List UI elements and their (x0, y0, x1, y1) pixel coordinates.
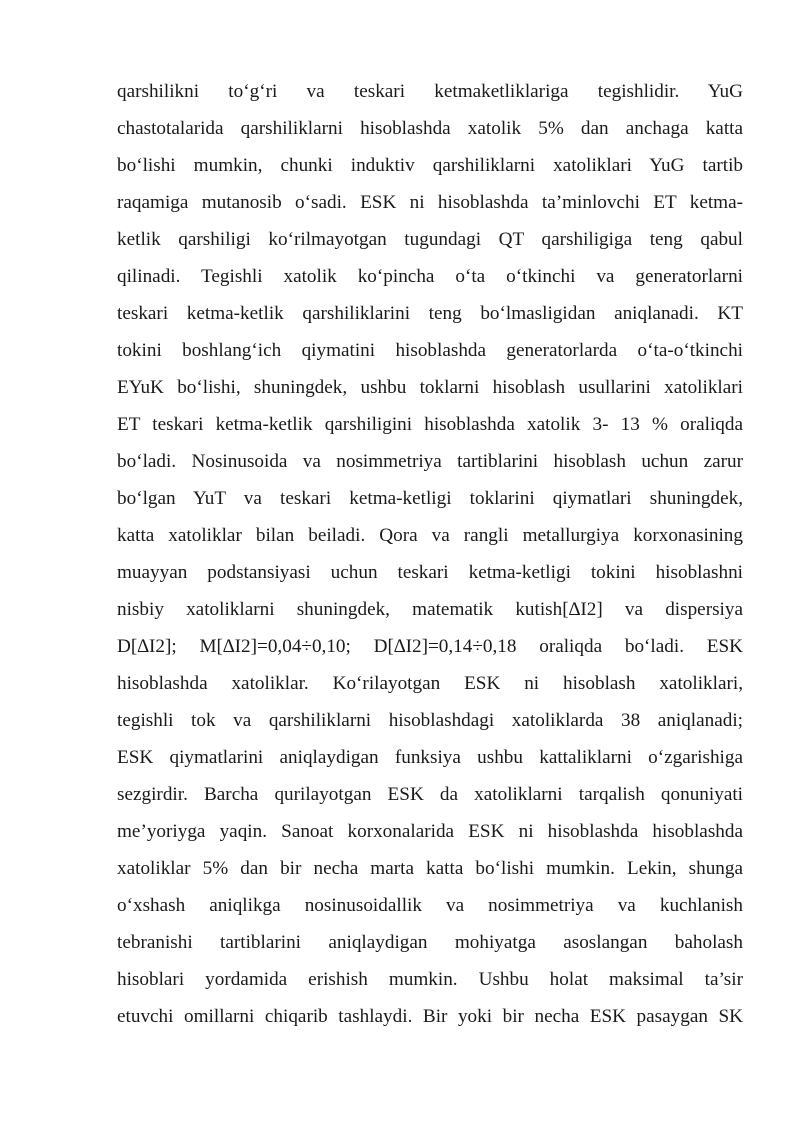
text-line: o‘xshash aniqlikga nosinusoidallik va nosimmetriya va kuchlanish (117, 895, 743, 916)
text-line: me’yoriyga yaqin. Sanoat korxonalarida ESK ni hisoblashda hisoblashda (117, 821, 743, 842)
text-line: ET teskari ketma-ketlik qarshiligini hisoblashda xatolik 3- 13 % oraliqda (117, 414, 743, 435)
text-line: teskari ketma-ketlik qarshiliklarini teng bo‘lmasligidan aniqlanadi. KT (117, 303, 743, 324)
text-line: qarshilikni to‘g‘ri va teskari ketmaketliklariga tegishlidir. YuG (117, 81, 743, 102)
text-line: ESK qiymatlarini aniqlaydigan funksiya ushbu kattaliklarni o‘zgarishiga (117, 747, 743, 768)
text-line: tokini boshlang‘ich qiymatini hisoblashda generatorlarda o‘ta-o‘tkinchi (117, 340, 743, 361)
text-line: chastotalarida qarshiliklarni hisoblashda xatolik 5% dan anchaga katta (117, 118, 743, 139)
body-paragraph (117, 73, 743, 1035)
text-line: sezgirdir. Barcha qurilayotgan ESK da xatoliklarni tarqalish qonuniyati (117, 784, 743, 805)
text-line: hisoblari yordamida erishish mumkin. Ushbu holat maksimal ta’sir (117, 969, 743, 990)
text-line: etuvchi omillarni chiqarib tashlaydi. Bir yoki bir necha ESK pasaygan SK (117, 1006, 743, 1027)
text-line: xatoliklar 5% dan bir necha marta katta bo‘lishi mumkin. Lekin, shunga (117, 858, 743, 879)
text-line: ketlik qarshiligi ko‘rilmayotgan tugundagi QT qarshiligiga teng qabul (117, 229, 743, 250)
text-line: raqamiga mutanosib o‘sadi. ESK ni hisoblashda ta’minlovchi ET ketma- (117, 192, 743, 213)
text-line: tebranishi tartiblarini aniqlaydigan mohiyatga asoslangan baholash (117, 932, 743, 953)
text-line: D[∆I2]; M[∆I2]=0,04÷0,10; D[∆I2]=0,14÷0,18 oraliqda bo‘ladi. ESK (117, 636, 743, 657)
text-line: katta xatoliklar bilan beiladi. Qora va rangli metallurgiya korxonasining (117, 525, 743, 546)
text-line: bo‘lgan YuT va teskari ketma-ketligi toklarini qiymatlari shuningdek, (117, 488, 743, 509)
text-line: bo‘ladi. Nosinusoida va nosimmetriya tartiblarini hisoblash uchun zarur (117, 451, 743, 472)
text-line: nisbiy xatoliklarni shuningdek, matematik kutish[∆I2] va dispersiya (117, 599, 743, 620)
text-line: qilinadi. Tegishli xatolik ko‘pincha o‘ta o‘tkinchi va generatorlarni (117, 266, 743, 287)
text-line: EYuK bo‘lishi, shuningdek, ushbu toklarni hisoblash usullarini xatoliklari (117, 377, 743, 398)
text-line: muayyan podstansiyasi uchun teskari ketma-ketligi tokini hisoblashni (117, 562, 743, 583)
text-line: tegishli tok va qarshiliklarni hisoblashdagi xatoliklarda 38 aniqlanadi; (117, 710, 743, 731)
text-line: hisoblashda xatoliklar. Ko‘rilayotgan ESK ni hisoblash xatoliklari, (117, 673, 743, 694)
text-line: bo‘lishi mumkin, chunki induktiv qarshiliklarni xatoliklari YuG tartib (117, 155, 743, 176)
